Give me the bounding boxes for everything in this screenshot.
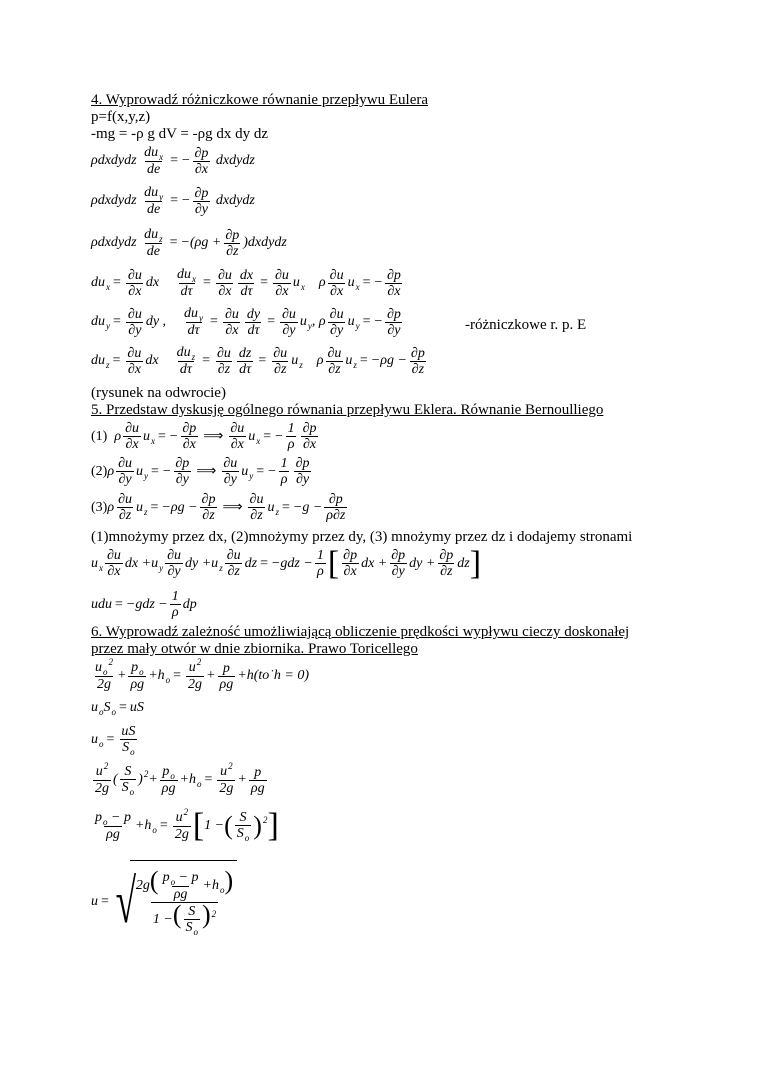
torricelli-result: u = √ 2g( $\frac{p_o - p}{\rho g}$ $+h_o$) 1 −( $\frac{S}{S_o}$ )$^2$ <box>91 860 237 944</box>
substituted-equation: $\frac{u^2}{2g}$ ( $\frac{S}{S_o}$ ) 2 + $\frac{p_o}{\rho g}$ +h o = $\frac{u^2}{2g}$ + $\frac{p}{\rho g}$ <box>95 761 265 797</box>
section-4-line-2: -mg = -ρ g dV = -ρg dx dy dz <box>91 126 269 142</box>
eq-label-1: (1) <box>91 428 108 444</box>
summed-equation: u x $\frac{\partial u}{\partial x}$ dx +u y $\frac{\partial u}{\partial y}$ dy +u z $\frac{\partial u}{\partial z}$ dz = −gdz − $\frac{1}{\rho}$ [ $\frac{\partial p}{\partial x}$ dx + $\frac{\partial p}{\partial y}$ dy + $\frac{\partial p}{\partial z}$ dz ] <box>91 544 482 582</box>
section-4-heading: 4. Wyprowadź różniczkowe równanie przepływu Eulera <box>91 92 429 108</box>
derivative-row-y: du y = $\frac{\partial u}{\partial y}$ dy , $\frac{du_y}{d\tau}$ = $\frac{\partial u}{\partial x}$ $\frac{dy}{d\tau}$ = $\frac{\partial u}{\partial y}$ u y , ρ $\frac{\partial u}{\partial y}$ u y = − $\frac{\partial p}{\partial y}$ <box>91 306 401 338</box>
section-6-heading-line-1: 6. Wyprowadź zależność umożliwiającą obliczenie prędkości wypływu cieczy doskonałej <box>91 624 630 640</box>
section-4-line-1: p=f(x,y,z) <box>91 109 151 125</box>
bernoulli-eq-1: (1) ρ $\frac{\partial u}{\partial x}$ u x = − $\frac{\partial p}{\partial x}$ ⟹ $\frac{\partial u}{\partial x}$ u x = − $\frac{1}{\rho}$ $\frac{\partial p}{\partial x}$ <box>91 421 317 452</box>
derivative-row-z: du z = $\frac{\partial u}{\partial x}$ dx $\frac{du_z}{d\tau}$ = $\frac{\partial u}{\partial z}$ $\frac{dz}{d\tau}$ = $\frac{\partial u}{\partial z}$ u z ρ $\frac{\partial u}{\partial z}$ u z = −ρg − $\frac{\partial p}{\partial z}$ <box>91 345 425 377</box>
uo-equation: u o = $\frac{uS}{S_o}$ <box>91 724 136 757</box>
condition-text: h(to˙h = 0) <box>246 668 310 683</box>
section-6-heading-line-2: przez mały otwór w dnie zbiornika. Prawo Toricellego <box>91 641 418 657</box>
square-root: √ 2g( $\frac{p_o - p}{\rho g}$ $+h_o$) 1 −( $\frac{S}{S_o}$ )$^2$ <box>112 860 237 944</box>
euler-eq-z: ρdxdydz $\frac{du_z}{de}$ = −(ρg + $\frac{\partial p}{\partial z}$ )dxdydz <box>91 227 287 259</box>
eq-label-3: (3) <box>91 499 108 515</box>
continuity-equation: u o S o = uS <box>91 700 144 717</box>
bernoulli-eq-3: (3) ρ $\frac{\partial u}{\partial z}$ u z = −ρg − $\frac{\partial p}{\partial z}$ ⟹ $\frac{\partial u}{\partial z}$ u z = −g − $\frac{\partial p}{\rho\partial z}$ <box>91 492 346 523</box>
eq-label-2: (2) <box>91 463 108 479</box>
bernoulli-eq-2: (2) ρ $\frac{\partial u}{\partial y}$ u y = − $\frac{\partial p}{\partial y}$ ⟹ $\frac{\partial u}{\partial y}$ u y = − $\frac{1}{\rho}$ $\frac{\partial p}{\partial y}$ <box>91 456 310 487</box>
euler-note: -różniczkowe r. p. E <box>465 317 587 333</box>
udu-equation: udu = −gdz − $\frac{1}{\rho}$ dp <box>91 589 197 620</box>
energy-equation: $\frac{u_o^2}{2g}$ + $\frac{p_o}{\rho g}$ +h o = $\frac{u^2}{2g}$ + $\frac{p}{\rho g}$ + h(to˙h = 0) <box>95 657 310 692</box>
euler-eq-x: ρdxdydz $\frac{du_x}{de}$ = − $\frac{\partial p}{\partial x}$ dxdydz <box>91 145 255 177</box>
section-5-heading: 5. Przedstaw dyskusję ogólnego równania przepływu Eklera. Równanie Bernoulliego <box>91 402 604 418</box>
multiply-instruction: (1)mnożymy przez dx, (2)mnożymy przez dy, (3) mnożymy przez dz i dodajemy stronami <box>91 529 633 545</box>
rearranged-equation: $\frac{p_o - p}{\rho g}$ +h o = $\frac{u^2}{2g}$ [ 1 − ( $\frac{S}{S_o}$ ) 2 ] <box>95 807 279 844</box>
derivative-row-x: du x = $\frac{\partial u}{\partial x}$ dx $\frac{du_x}{d\tau}$ = $\frac{\partial u}{\partial x}$ $\frac{dx}{d\tau}$ = $\frac{\partial u}{\partial x}$ u x ρ $\frac{\partial u}{\partial x}$ u x = − $\frac{\partial p}{\partial x}$ <box>91 267 401 299</box>
euler-eq-y: ρdxdydz $\frac{du_y}{de}$ = − $\frac{\partial p}{\partial y}$ dxdydz <box>91 185 255 217</box>
figure-caption: (rysunek na odwrocie) <box>91 385 226 401</box>
